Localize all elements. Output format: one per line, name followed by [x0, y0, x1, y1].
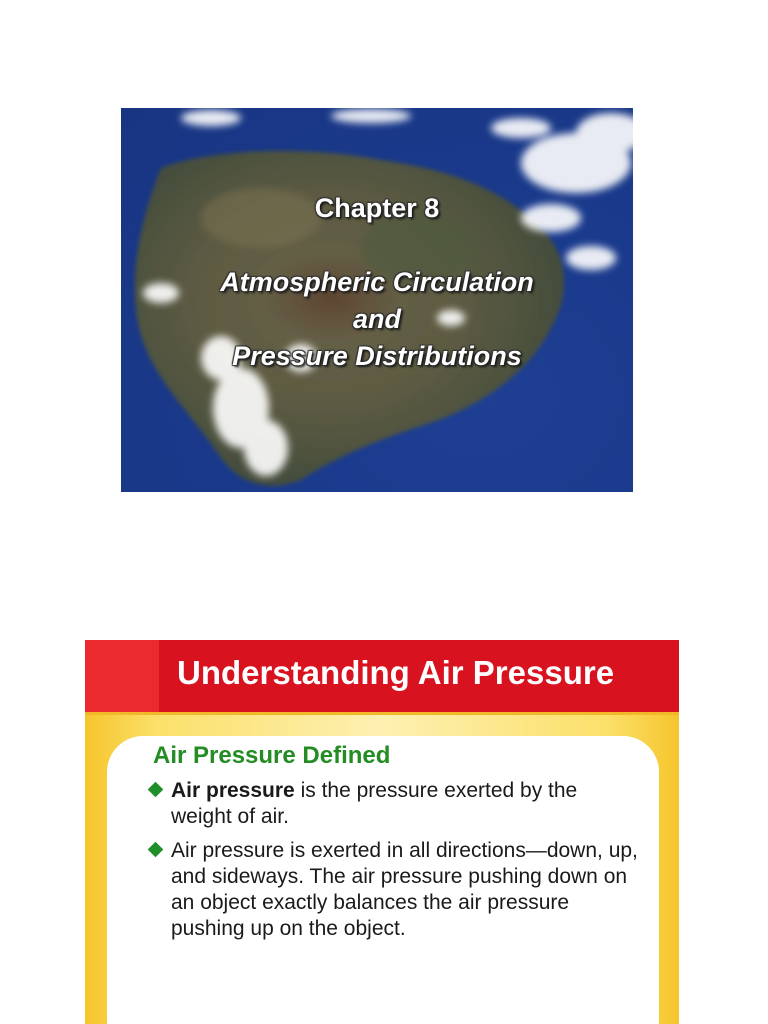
bullet-item: [171, 838, 641, 942]
bullet-text: Air pressure is exerted in all directions—down, up, and sideways. The air pressure pushing down on an object exactly balances the air pressure pushing up on the object.: [171, 839, 638, 940]
section-title: Air Pressure Defined: [153, 742, 391, 769]
chapter-subtitle: [121, 264, 633, 375]
diamond-bullet-icon: [148, 782, 164, 798]
header-tab-accent: [85, 640, 159, 712]
slide-title: Understanding Air Pressure: [177, 654, 615, 691]
bullet-bold-term: Air pressure: [171, 779, 295, 802]
subtitle-line: and: [352, 304, 401, 334]
chapter-title: Chapter 8: [314, 193, 440, 223]
air-pressure-slide: [85, 640, 679, 1024]
bullet-item: [171, 778, 641, 830]
slide-header: [85, 640, 679, 715]
diamond-bullet-icon: [148, 842, 164, 858]
content-panel: [107, 736, 659, 1024]
subtitle-line: Atmospheric Circulation: [220, 267, 534, 297]
bullet-text: is the pressure exerted by the weight of air.: [171, 779, 578, 828]
subtitle-line: Pressure Distributions: [232, 341, 522, 371]
title-slide: [121, 108, 633, 492]
